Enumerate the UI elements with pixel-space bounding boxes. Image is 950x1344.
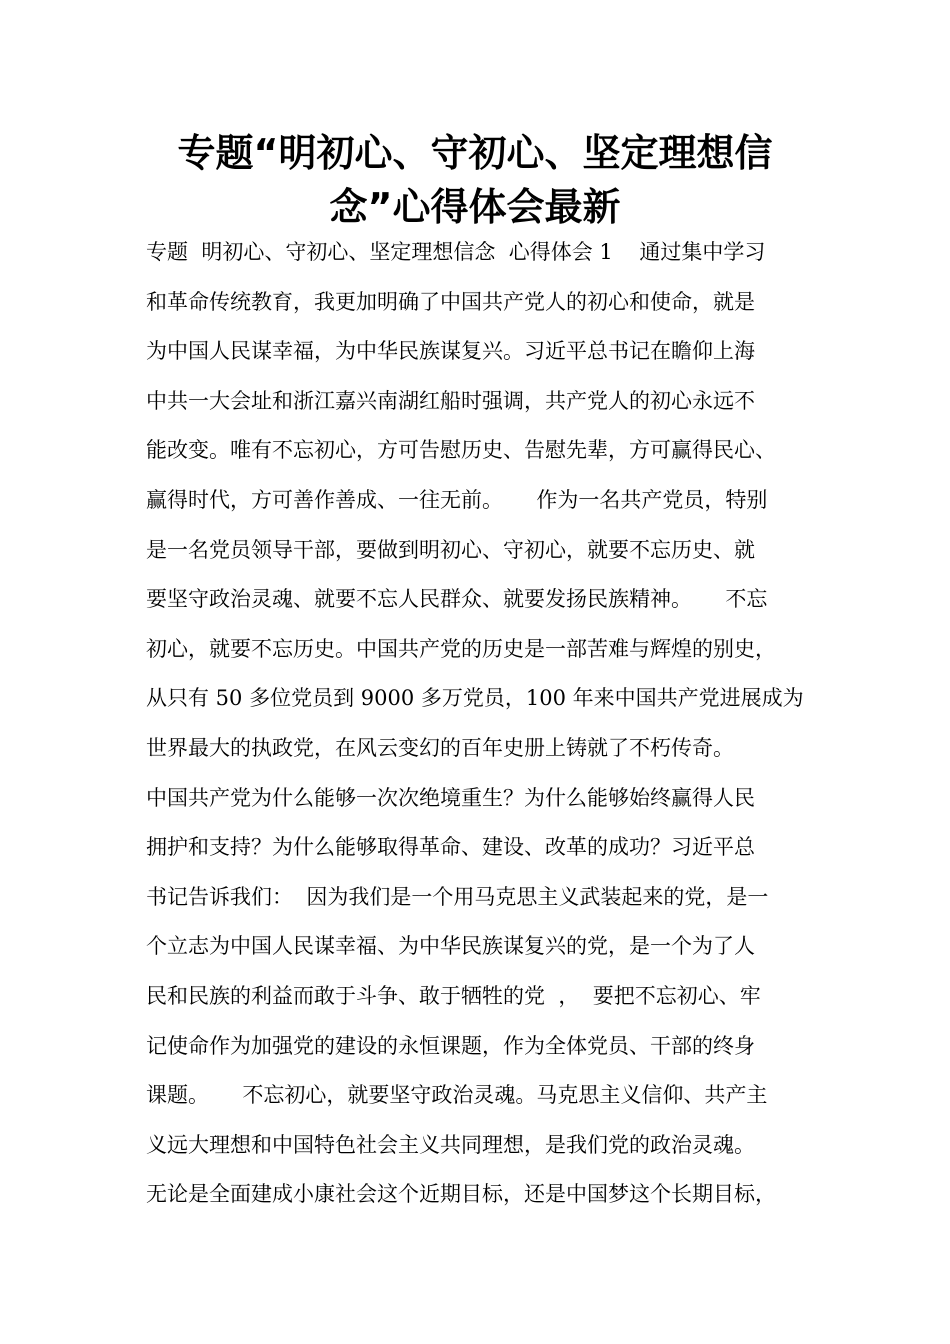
body-line: 个立志为中国人民谋幸福、为中华民族谋复兴的党，是一个为了人 xyxy=(146,934,755,959)
body-line: 和革命传统教育，我更加明确了中国共产党人的初心和使命，就是 xyxy=(146,289,755,314)
body-line: 中共一大会址和浙江嘉兴南湖红船时强调，共产党人的初心永远不 xyxy=(146,388,755,413)
body-line: 拥护和支持？为什么能够取得革命、建设、改革的成功？习近平总 xyxy=(146,835,755,860)
document-title xyxy=(120,126,830,234)
title-line: 专题“明初心、守初心、坚定理想信 xyxy=(177,131,773,175)
body-line: 为中国人民谋幸福，为中华民族谋复兴。习近平总书记在瞻仰上海 xyxy=(146,339,755,364)
body-line: 要坚守政治灵魂、就要不忘人民群众、就要发扬民族精神。 不忘 xyxy=(146,587,768,612)
body-line: 中国共产党为什么能够一次次绝境重生？为什么能够始终赢得人民 xyxy=(146,785,755,810)
body-line: 义远大理想和中国特色社会主义共同理想，是我们党的政治灵魂。 xyxy=(146,1132,755,1157)
body-line: 书记告诉我们： 因为我们是一个用马克思主义武装起来的党，是一 xyxy=(146,884,769,909)
body-line: 民和民族的利益而敢于斗争、敢于牺牲的党 ， 要把不忘初心、牢 xyxy=(146,983,761,1008)
body-line: 初心，就要不忘历史。中国共产党的历史是一部苦难与辉煌的别史， xyxy=(146,636,776,661)
title-line: 念”心得体会最新 xyxy=(329,185,621,229)
body-line: 能改变。唯有不忘初心，方可告慰历史、告慰先辈，方可赢得民心、 xyxy=(146,438,776,463)
body-line: 赢得时代，方可善作善成、一往无前。 作为一名共产党员，特别 xyxy=(146,487,768,512)
body-line: 专题 明初心、守初心、坚定理想信念 心得体会 1 通过集中学习 xyxy=(146,240,766,264)
body-line: 课题。 不忘初心，就要坚守政治灵魂。马克思主义信仰、共产主 xyxy=(146,1083,768,1108)
body-line: 记使命作为加强党的建设的永恒课题，作为全体党员、干部的终身 xyxy=(146,1033,755,1058)
body-line: 从只有 50 多位党员到 9000 多万党员，100 年来中国共产党进展成为 xyxy=(146,686,804,711)
body-line: 是一名党员领导干部，要做到明初心、守初心，就要不忘历史、就 xyxy=(146,537,755,562)
body-line: 无论是全面建成小康社会这个近期目标，还是中国梦这个长期目标， xyxy=(146,1182,776,1207)
body-line: 世界最大的执政党，在风云变幻的百年史册上铸就了不朽传奇。 xyxy=(146,735,734,760)
document-body xyxy=(146,232,846,1224)
